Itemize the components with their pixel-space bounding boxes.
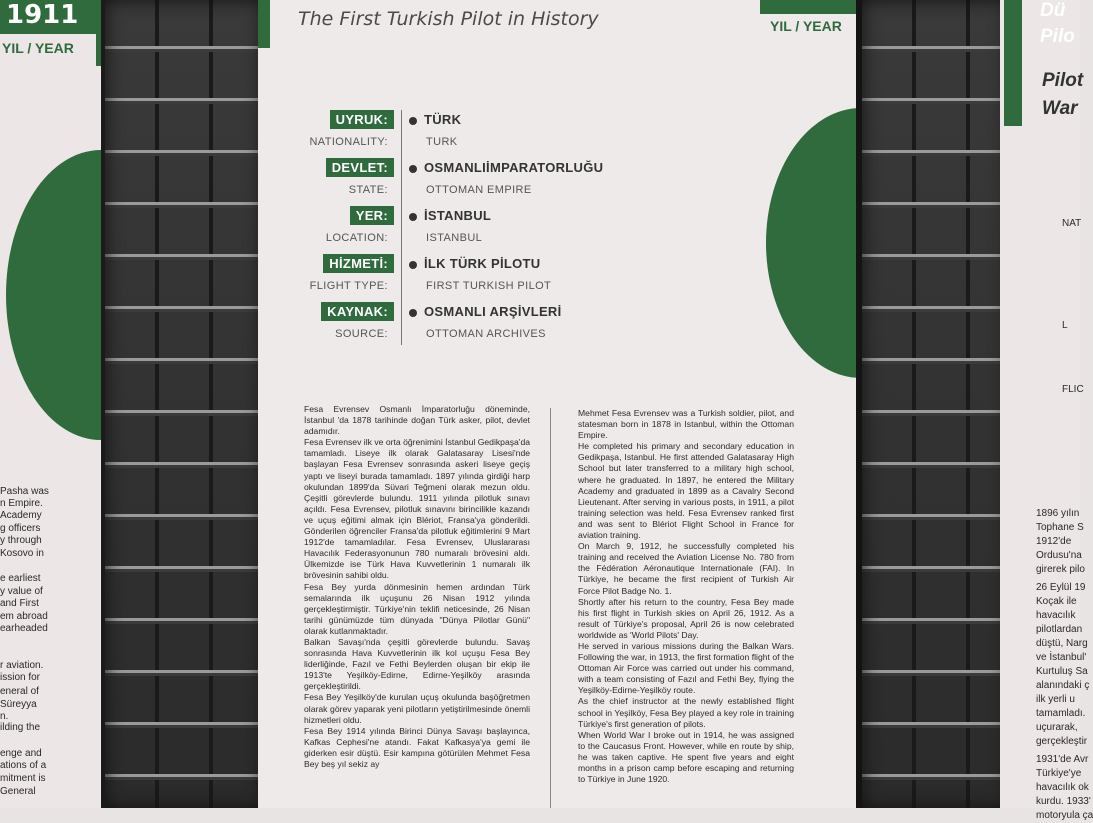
- info-label-tr: HİZMETİ:: [323, 254, 394, 273]
- info-value-tr: İLK TÜRK PİLOTU: [424, 256, 541, 271]
- left-text-line: earheaded: [0, 623, 48, 634]
- left-text-line: enge and: [0, 748, 42, 759]
- english-paragraph: Mehmet Fesa Evrensev was a Turkish soldier, pilot, and statesman born in 1878 in Istanbul, within the Ottoman Empire.: [578, 408, 794, 441]
- left-text-line: ilding the: [0, 722, 41, 733]
- info-value-en: OTTOMAN ARCHIVES: [426, 328, 546, 340]
- bullet-icon: [409, 309, 417, 317]
- right-year-badge: [760, 0, 860, 14]
- right-text-line: motoryula ça: [1036, 810, 1093, 821]
- right-text-line: gerçekleştir: [1036, 736, 1088, 747]
- right-text-line: ve İstanbul': [1036, 652, 1087, 663]
- left-text-line: y through: [0, 535, 42, 546]
- left-text-line: Academy: [0, 510, 42, 521]
- right-grid-rack: [856, 0, 1014, 808]
- left-text-line: y value of: [0, 586, 43, 597]
- right-text-line: FLIC: [1062, 384, 1084, 395]
- info-value-en: ISTANBUL: [426, 232, 483, 244]
- right-text-line: tamamladı.: [1036, 708, 1086, 719]
- left-text-line: eneral of: [0, 686, 39, 697]
- left-text-line: e earliest: [0, 573, 41, 584]
- right-heading-line: Dü: [1040, 0, 1066, 21]
- info-row: [258, 110, 858, 160]
- right-text-line: Ordusu'na: [1036, 550, 1082, 561]
- left-text-line: g officers: [0, 523, 41, 534]
- info-label-en: STATE:: [348, 184, 388, 196]
- right-text-line: havacılık ok: [1036, 782, 1089, 793]
- right-text-line: 1912'de: [1036, 536, 1072, 547]
- english-paragraph: He served in various missions during the Balkan Wars. Following the war, in 1913, the first formation flight of the Ottoman Air Force was carried out under his command, with a team consisting of Fazıl and Fethi Bey, flying the Yeşilköy-Edirne-Yeşilköy route.: [578, 640, 794, 696]
- right-text-line: 1931'de Avr: [1036, 754, 1089, 765]
- right-text-line: Tophane S: [1036, 522, 1084, 533]
- left-text-line: Süreyya: [0, 699, 37, 710]
- info-label-en: LOCATION:: [325, 232, 388, 244]
- right-text-line: havacılık: [1036, 610, 1076, 621]
- right-year-label: YIL / YEAR: [770, 18, 842, 34]
- turkish-biography: [304, 404, 530, 770]
- center-green-tab: [258, 0, 270, 48]
- info-value-tr: TÜRK: [424, 112, 462, 127]
- turkish-paragraph: Fesa Bey yurda dönmesinin hemen ardından Türk semalarında ilk uçuşunu 26 Nisan 1912 yılında gerçekleştirmiştir. Türkiye'nin teklifi neticesinde, 26 Nisan tarihi günümüzde tüm dünyada "Dünya Pilotlar Günü" olarak kutlanmaktadır.: [304, 581, 530, 636]
- left-panel: [0, 0, 104, 808]
- left-text-line: em abroad: [0, 611, 48, 622]
- turkish-paragraph: Balkan Savaşı'nda çeşitli görevlerde bulundu. Savaş sonrasında Hava Kuvvetlerinin ilk kol uçuşu Fesa Bey liderliğinde, Fazıl ve Fethi Beylerden oluşan bir ekip ile 1913'te Yeşilköy-Edirne, Edirne-Yeşilköy arasında gerçekleştirildi.: [304, 636, 530, 692]
- right-text-line: girerek pilo: [1036, 564, 1085, 575]
- left-text-line: General: [0, 786, 36, 797]
- left-text-line: r aviation.: [0, 660, 44, 671]
- info-row: [258, 158, 858, 208]
- info-value-tr: OSMANLIİMPARATORLUĞU: [424, 160, 604, 175]
- english-paragraph: He completed his primary and secondary education in Gedikpaşa, Istanbul. He first attended Galatasaray High School but later transferred to a military high school, where he graduated. In 1897, he entered the Military Academy and graduated in 1899 as a Cavalry Second Lieutenant. After serving in various posts, in 1911, a pilot training selection was held. Fesa Evrensev ranked first and was sent to Blériot Flight School in France for aviation training.: [578, 441, 794, 541]
- left-text-line: Pasha was: [0, 486, 49, 497]
- info-label-tr: UYRUK:: [330, 110, 394, 129]
- english-biography: [578, 408, 794, 785]
- right-text-line: L: [1062, 320, 1068, 331]
- info-label-en: FLIGHT TYPE:: [309, 280, 388, 292]
- left-year-badge: [0, 0, 96, 34]
- info-label-en: NATIONALITY:: [309, 136, 388, 148]
- right-text-line: ilk yerli u: [1036, 694, 1075, 705]
- page-title: The First Turkish Pilot in History: [298, 8, 599, 30]
- right-text-line: 1896 yılın: [1036, 508, 1080, 519]
- right-heading-line: Pilot: [1042, 70, 1084, 91]
- english-paragraph: Shortly after his return to the country, Fesa Bey made his first flight in Turkish skies on April 26, 1912. As a result of Türkiye's proposal, April 26 is now celebrated worldwide as 'World Pilots' Day.: [578, 596, 794, 640]
- bullet-icon: [409, 261, 417, 269]
- bullet-icon: [409, 213, 417, 221]
- left-year-label: YIL / YEAR: [2, 40, 74, 56]
- right-text-line: Koçak ile: [1036, 596, 1077, 607]
- english-paragraph: On March 9, 1912, he successfully completed his training and received the Aviation License No. 780 from the Fédération Aéronautique Internationale (FAI). In Türkiye, he became the first recipient of Turkish Air Force Pilot Badge No. 1.: [578, 541, 794, 596]
- left-text-line: ations of a: [0, 760, 47, 771]
- left-text-line: Kosovo in: [0, 548, 44, 559]
- left-text-line: n Empire.: [0, 498, 43, 509]
- right-text-line: NAT: [1062, 218, 1082, 229]
- english-paragraph: As the chief instructor at the newly established flight school in Yeşilköy, Fesa Bey played a key role in training Türkiye's first generation of pilots.: [578, 696, 794, 729]
- info-label-tr: YER:: [350, 206, 394, 225]
- turkish-paragraph: Fesa Bey Yeşilköy'de kurulan uçuş okulunda başöğretmen olarak görev yaparak yeni pilotların yetiştirilmesinde önemli hizmetleri oldu.: [304, 692, 530, 725]
- turkish-paragraph: Fesa Evrensev Osmanlı İmparatorluğu döneminde, İstanbul 'da 1878 tarihinde doğan Türk asker, pilot, devlet adamıdır.: [304, 404, 530, 437]
- left-grid-rack: [101, 0, 267, 808]
- english-paragraph: When World War I broke out in 1914, he was assigned to the Caucasus Front. However, while en route by ship, he was taken captive. He spent five years and eight months in a prison camp before escaping and returning to Türkiye in June 1920.: [578, 729, 794, 785]
- info-label-en: SOURCE:: [335, 328, 388, 340]
- right-heading-line: Pilo: [1040, 26, 1075, 47]
- right-text-line: düştü, Narg: [1036, 638, 1088, 649]
- bullet-icon: [409, 117, 417, 125]
- left-text-line: mitment is: [0, 773, 46, 784]
- right-text-line: uçurarak,: [1036, 722, 1078, 733]
- right-text-line: 26 Eylül 19: [1036, 582, 1086, 593]
- info-row: [258, 302, 858, 352]
- right-text-line: pilotlardan: [1036, 624, 1083, 635]
- info-label-tr: KAYNAK:: [321, 302, 394, 321]
- center-panel: [258, 0, 858, 808]
- info-value-tr: İSTANBUL: [424, 208, 492, 223]
- left-text-line: and First: [0, 598, 39, 609]
- right-text-line: kurdu. 1933': [1036, 796, 1091, 807]
- right-text-line: Türkiye'ye: [1036, 768, 1082, 779]
- bullet-icon: [409, 165, 417, 173]
- right-text-line: alanındaki ç: [1036, 680, 1090, 691]
- info-label-tr: DEVLET:: [326, 158, 394, 177]
- right-heading-line: War: [1042, 98, 1078, 119]
- info-value-tr: OSMANLI ARŞİVLERİ: [424, 304, 562, 319]
- left-text-line: n.: [0, 711, 9, 722]
- right-panel: [1000, 0, 1093, 821]
- right-green-tab: [1004, 0, 1022, 126]
- left-text-line: ission for: [0, 672, 41, 683]
- turkish-paragraph: Fesa Evrensev ilk ve orta öğrenimini İstanbul Gedikpaşa'da tamamladı. Liseye ilk olarak Galatasaray Lisesi'nde başlayan Fesa Evrensev sonrasında askeri liseye geçiş yaptı ve liseyi burada tamamladı. 1897 yılında girdiği harp okulundan 1899'da Süvari Teğmeni olarak mezun oldu. Çeşitli görevlerde bulundu. 1911 yılında pilotluk sınavı açıldı. Fesa Evrensev, pilotluk sınavını birincilikle kazandı ve uçuş eğitimi almak için Blériot, Fransa'ya gönderildi. Gönderilen öğrenciler Fransa'da pilotluk eğitimlerini 9 Mart 1912'de tamamladılar. Fesa Evrensev, Uluslararası Havacılık Federasyonunun 780 numaralı brövesini aldı. Ülkemizde ise Türk Hava Kuvvetlerinin 1 numaralı ilk brövesinin sahibi oldu.: [304, 437, 530, 581]
- right-text-line: Kurtuluş Sa: [1036, 666, 1088, 677]
- info-value-en: TURK: [426, 136, 458, 148]
- turkish-paragraph: Fesa Bey 1914 yılında Birinci Dünya Savaşı başlayınca, Kafkas Cephesi'ne atandı. Fakat Kafkasya'ya gemi ile giderken esir düştü. Esir kampına götürülen Mehmet Fesa Bey beş yıl sekiz ay: [304, 725, 530, 769]
- left-year: 1911: [6, 0, 79, 30]
- column-divider: [550, 408, 551, 808]
- info-value-en: OTTOMAN EMPIRE: [426, 184, 532, 196]
- info-value-en: FIRST TURKISH PILOT: [426, 280, 552, 292]
